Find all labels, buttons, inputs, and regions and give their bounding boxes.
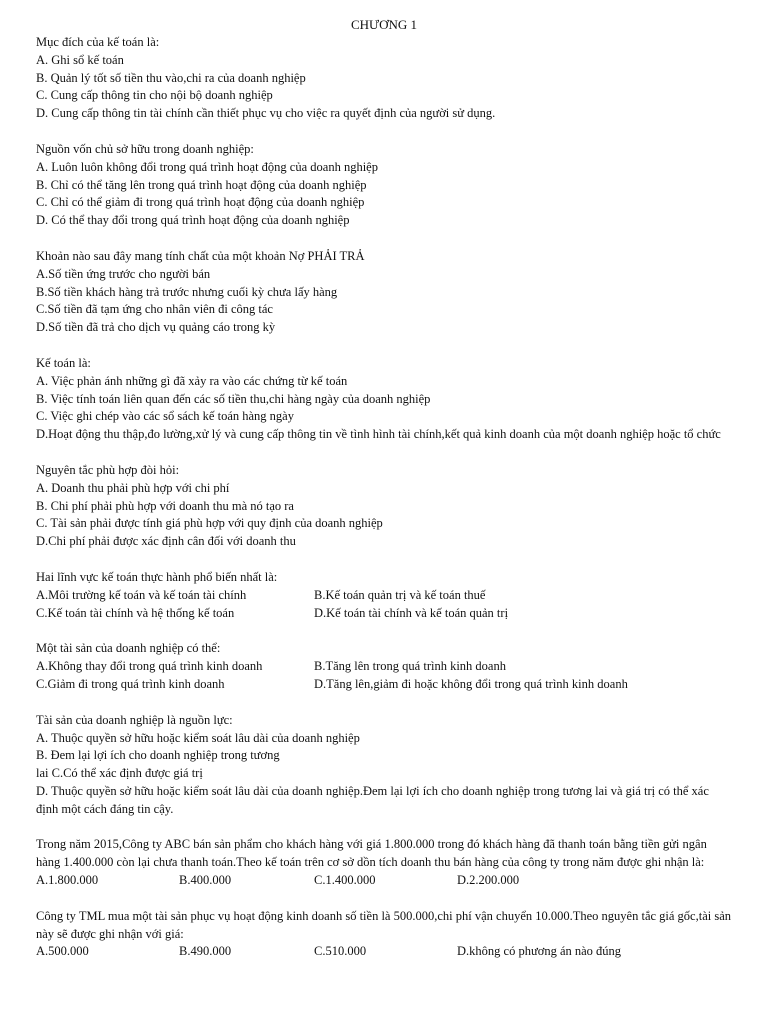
option-d: D. Thuộc quyền sở hữu hoặc kiểm soát lâu dài của doanh nghiệp.Đem lại lợi ích cho doanh nghiệp trong tương lai và giá trị có thể xác định một cách đáng tin cậy.	[36, 783, 709, 816]
option-c: C.Kế toán tài chính và hệ thống kế toán	[36, 605, 235, 620]
option-a: A. Doanh thu phải phù hợp với chi phí	[36, 480, 230, 495]
option-d: D. Có thể thay đổi trong quá trình hoạt động của doanh nghiệp	[36, 213, 350, 228]
option-b: B.Kế toán quản trị và kế toán thuế	[314, 587, 486, 602]
option-c: C.510.000	[314, 944, 367, 959]
question-2	[36, 141, 732, 230]
option-b: B. Đem lại lợi ích cho doanh nghiệp trong tương	[36, 748, 280, 763]
option-a: A.Môi trường kế toán và kế toán tài chính	[36, 587, 247, 602]
option-d: D.Kế toán tài chính và kế toán quản trị	[314, 605, 509, 620]
question-3	[36, 248, 732, 337]
option-b: B.Số tiền khách hàng trả trước nhưng cuối kỳ chưa lấy hàng	[36, 284, 338, 299]
question-stem: Nguồn vốn chủ sở hữu trong doanh nghiệp:	[36, 141, 254, 156]
question-10	[36, 908, 732, 961]
option-b: B.490.000	[179, 944, 232, 959]
option-d: D.Số tiền đã trả cho dịch vụ quảng cáo trong kỳ	[36, 320, 276, 335]
question-stem: Trong năm 2015,Công ty ABC bán sản phẩm cho khách hàng với giá 1.800.000 trong đó khách hàng đã thanh toán bằng tiền gửi ngân hàng 1.400.000 còn lại chưa thanh toán.Theo kế toán trên cơ sở dồn tích doanh thu bán hàng của công ty trong năm được ghi nhận là:	[36, 837, 707, 870]
option-a: A.1.800.000	[36, 873, 99, 888]
option-b: B. Chỉ có thể tăng lên trong quá trình hoạt động của doanh nghiệp	[36, 177, 367, 192]
question-stem: Tài sản của doanh nghiệp là nguồn lực:	[36, 712, 233, 727]
question-9	[36, 836, 732, 889]
options-row	[36, 943, 732, 961]
options-grid	[36, 658, 732, 694]
option-a: A. Việc phản ánh những gì đã xảy ra vào các chứng từ kế toán	[36, 373, 348, 388]
option-b: B. Quản lý tốt số tiền thu vào,chi ra của doanh nghiệp	[36, 70, 306, 85]
question-stem: Nguyên tắc phù hợp đòi hỏi:	[36, 462, 180, 477]
option-c: C. Tài sản phải được tính giá phù hợp với quy định của doanh nghiệp	[36, 516, 383, 531]
options-row	[36, 872, 732, 890]
option-c: C.Giảm đi trong quá trình kinh doanh	[36, 676, 225, 691]
question-8	[36, 712, 732, 819]
option-a: A.500.000	[36, 944, 89, 959]
option-b: B.Tăng lên trong quá trình kinh doanh	[314, 659, 506, 674]
option-d: D.Tăng lên,giảm đi hoặc không đổi trong quá trình kinh doanh	[314, 676, 628, 691]
option-b: B. Chi phí phải phù hợp với doanh thu mà nó tạo ra	[36, 498, 294, 513]
option-a: A.Số tiền ứng trước cho người bán	[36, 266, 211, 281]
option-a: A. Thuộc quyền sở hữu hoặc kiểm soát lâu dài của doanh nghiệp	[36, 730, 360, 745]
question-6	[36, 569, 732, 622]
option-a: A. Ghi sổ kế toán	[36, 52, 124, 67]
question-stem: Một tài sản của doanh nghiệp có thể:	[36, 641, 221, 656]
option-c: C.1.400.000	[314, 873, 376, 888]
option-a: A.Không thay đổi trong quá trình kinh doanh	[36, 659, 263, 674]
options-grid	[36, 587, 732, 623]
option-c: C. Cung cấp thông tin cho nội bộ doanh nghiệp	[36, 88, 273, 103]
question-stem: Mục đích của kế toán là:	[36, 35, 160, 49]
question-stem: Kế toán là:	[36, 355, 91, 370]
question-4	[36, 355, 732, 444]
option-b: B. Việc tính toán liên quan đến các số tiền thu,chi hàng ngày của doanh nghiệp	[36, 391, 431, 406]
question-stem: Hai lĩnh vực kế toán thực hành phổ biến nhất là:	[36, 569, 278, 584]
option-b: B.400.000	[179, 873, 232, 888]
question-7	[36, 640, 732, 693]
option-a: A. Luôn luôn không đổi trong quá trình hoạt động của doanh nghiệp	[36, 159, 378, 174]
question-1	[36, 34, 732, 123]
option-d: D.Chi phí phải được xác định cân đối với doanh thu	[36, 534, 296, 549]
question-5	[36, 462, 732, 551]
option-d: D. Cung cấp thông tin tài chính cần thiết phục vụ cho việc ra quyết định của người sử dụng.	[36, 106, 496, 121]
question-stem: Khoản nào sau đây mang tính chất của một khoản Nợ PHẢI TRẢ	[36, 248, 365, 263]
option-c: lai C.Có thể xác định được giá trị	[36, 766, 203, 781]
question-stem: Công ty TML mua một tài sản phục vụ hoạt động kinh doanh số tiền là 500.000,chi phí vận chuyển 10.000.Theo nguyên tắc giá gốc,tài sản này sẽ được ghi nhận với giá:	[36, 908, 732, 941]
option-d: D.Hoạt động thu thập,đo lường,xử lý và cung cấp thông tin về tình hình tài chính,kết quả kinh doanh của một doanh nghiệp hoặc tổ chức	[36, 427, 721, 442]
option-c: C. Chỉ có thể giảm đi trong quá trình hoạt động của doanh nghiệp	[36, 195, 365, 210]
option-d: D.2.200.000	[457, 873, 520, 888]
option-c: C. Việc ghi chép vào các sổ sách kế toán hàng ngày	[36, 409, 294, 424]
option-d: D.không có phương án nào đúng	[457, 944, 622, 959]
option-c: C.Số tiền đã tạm ứng cho nhân viên đi công tác	[36, 302, 273, 317]
chapter-title: CHƯƠNG 1	[350, 17, 418, 32]
